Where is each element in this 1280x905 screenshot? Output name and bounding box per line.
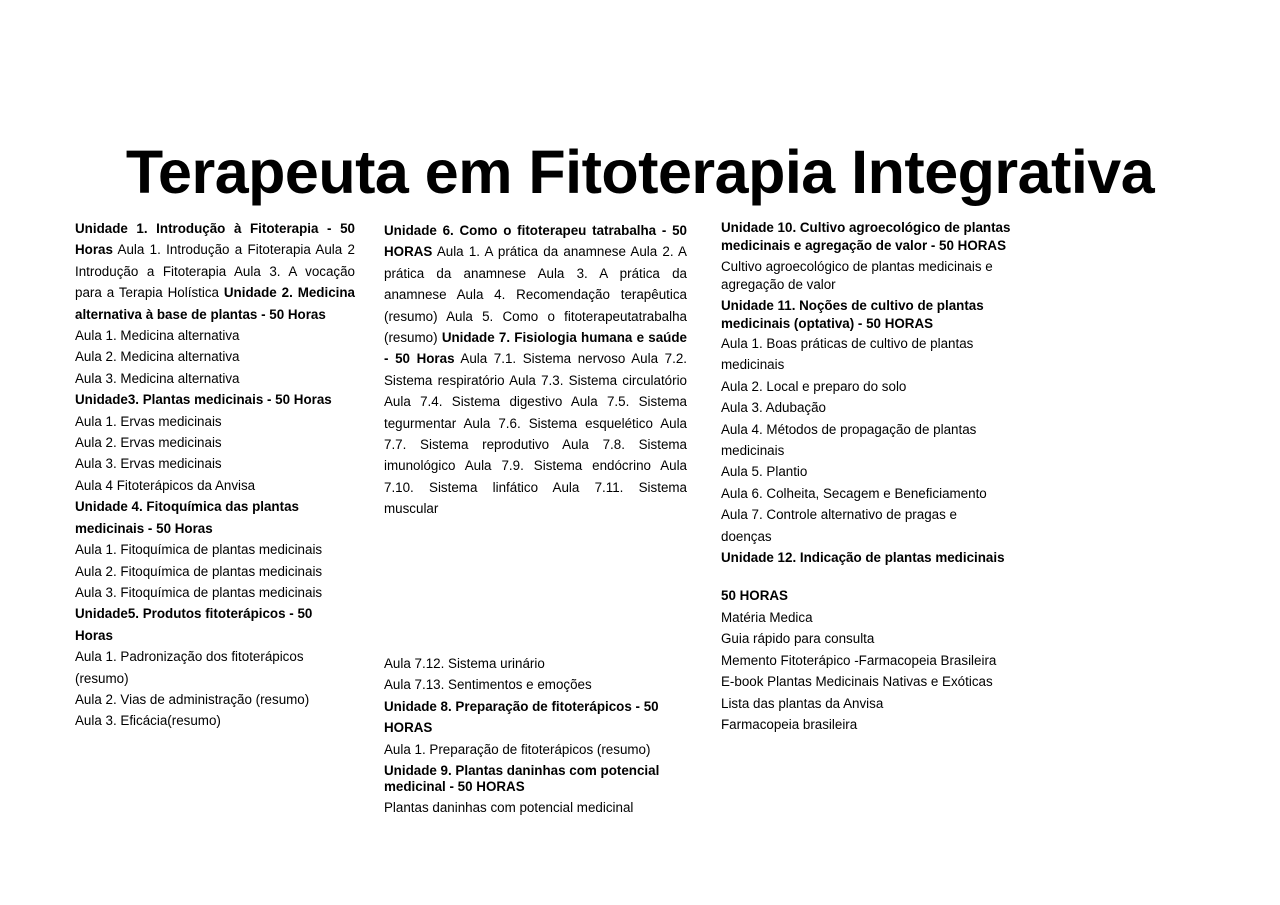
unit-6-heading: Unidade 6. Como o fitoterapeu tatrabalha - 50 HORAS (384, 223, 687, 260)
list-item: Aula 3. Eficácia(resumo) (75, 713, 221, 729)
unit-6-text: Aula 1. A prática da anamnese Aula 2. A prática da anamnese Aula 3. A prática da anamnese Aula 4. Recomendação terapêutica (resumo) Aula 5. Como o fitoterapeutatrabalha (resumo) (384, 244, 687, 346)
column-3 (721, 219, 1021, 735)
list-item: Plantas daninhas com potencial medicinal (384, 800, 634, 816)
unit-1-heading: Unidade 1. Introdução à Fitoterapia - 50 Horas (75, 221, 355, 258)
list-item: Aula 1. Preparação de fitoterápicos (resumo) (384, 741, 651, 757)
unit-7-heading: Unidade 7. Fisiologia humana e saúde - 50 Horas (384, 330, 687, 367)
list-item: Aula 3. Fitoquímica de plantas medicinais (75, 584, 323, 600)
list-item: Aula 7. Controle alternativo de pragas e doenças (721, 507, 957, 544)
unit-10-heading: Unidade 10. Cultivo agroecológico de plantas medicinais e agregação de valor - 50 HORAS (721, 220, 1011, 253)
unit-12-hours: 50 HORAS (721, 588, 788, 604)
page-title: Terapeuta em Fitoterapia Integrativa (125, 138, 1155, 206)
unit-2-heading: Unidade 2. Medicina alternativa à base de plantas - 50 Horas (75, 285, 355, 322)
unit-4-heading: Unidade 4. Fitoquímica das plantas medicinais - 50 Horas (75, 499, 299, 536)
list-item: Aula 1. Padronização dos fitoterápicos (resumo) (75, 649, 304, 686)
list-item: Aula 7.13. Sentimentos e emoções (384, 677, 592, 693)
list-item: Cultivo agroecológico de plantas medicinais e agregação de valor (721, 259, 993, 292)
column-2 (384, 220, 687, 520)
list-item: E-book Plantas Medicinais Nativas e Exóticas (721, 674, 993, 690)
list-item: Aula 2. Local e preparo do solo (721, 378, 907, 394)
column-1 (75, 218, 355, 732)
list-item: Aula 1. Medicina alternativa (75, 328, 240, 344)
unit-12-heading: Unidade 12. Indicação de plantas medicinais (721, 550, 1005, 566)
list-item: Aula 1. Ervas medicinais (75, 413, 222, 429)
list-item: Aula 2. Medicina alternativa (75, 349, 240, 365)
unit-6-7-paragraph (384, 220, 687, 520)
unit-8-heading: Unidade 8. Preparação de fitoterápicos - 50 HORAS (384, 698, 659, 736)
list-item: Memento Fitoterápico -Farmacopeia Brasileira (721, 652, 997, 668)
unit-5-heading: Unidade5. Produtos fitoterápicos - 50 Horas (75, 606, 313, 643)
list-item: Aula 1. Fitoquímica de plantas medicinais (75, 542, 323, 558)
list-item: Aula 2. Vias de administração (resumo) (75, 691, 310, 707)
column-2-continued (384, 653, 687, 818)
list-item: Guia rápido para consulta (721, 631, 875, 647)
unit-7-text: Aula 7.1. Sistema nervoso Aula 7.2. Sistema respiratório Aula 7.3. Sistema circulatório Aula 7.4. Sistema digestivo Aula 7.5. Sistema tegurmentar Aula 7.6. Sistema esquelético Aula 7.7. Sistema reprodutivo Aula 7.8. Sistema imunológico Aula 7.9. Sistema endócrino Aula 7.10. Sistema linfático Aula 7.11. Sistema muscular (384, 351, 687, 517)
unit-3-heading: Unidade3. Plantas medicinais - 50 Horas (75, 392, 332, 408)
list-item: Lista das plantas da Anvisa (721, 695, 884, 711)
list-item: Aula 4. Métodos de propagação de plantas medicinais (721, 421, 977, 459)
list-item: Aula 2. Ervas medicinais (75, 435, 222, 451)
unit-9-heading: Unidade 9. Plantas daninhas com potencial medicinal - 50 HORAS (384, 763, 660, 795)
list-item: Aula 5. Plantio (721, 464, 808, 480)
list-item: Aula 7.12. Sistema urinário (384, 656, 545, 671)
unit-1-text: Aula 1. Introdução a Fitoterapia Aula 2 Introdução a Fitoterapia Aula 3. A vocação para a Terapia Holística (75, 242, 355, 301)
list-item: Aula 6. Colheita, Secagem e Beneficiamento (721, 485, 987, 501)
list-item: Aula 3. Ervas medicinais (75, 456, 222, 472)
list-item: Aula 1. Boas práticas de cultivo de plantas medicinais (721, 336, 974, 373)
list-item: Aula 2. Fitoquímica de plantas medicinais (75, 563, 323, 579)
list-item: Aula 4 Fitoterápicos da Anvisa (75, 477, 256, 493)
list-item: Matéria Medica (721, 609, 813, 625)
list-item: Aula 3. Medicina alternativa (75, 370, 240, 386)
unit-1-paragraph (75, 218, 355, 325)
unit-11-heading: Unidade 11. Noções de cultivo de plantas medicinais (optativa) - 50 HORAS (721, 298, 984, 331)
list-item: Aula 3. Adubação (721, 400, 826, 416)
list-item: Farmacopeia brasileira (721, 716, 858, 732)
